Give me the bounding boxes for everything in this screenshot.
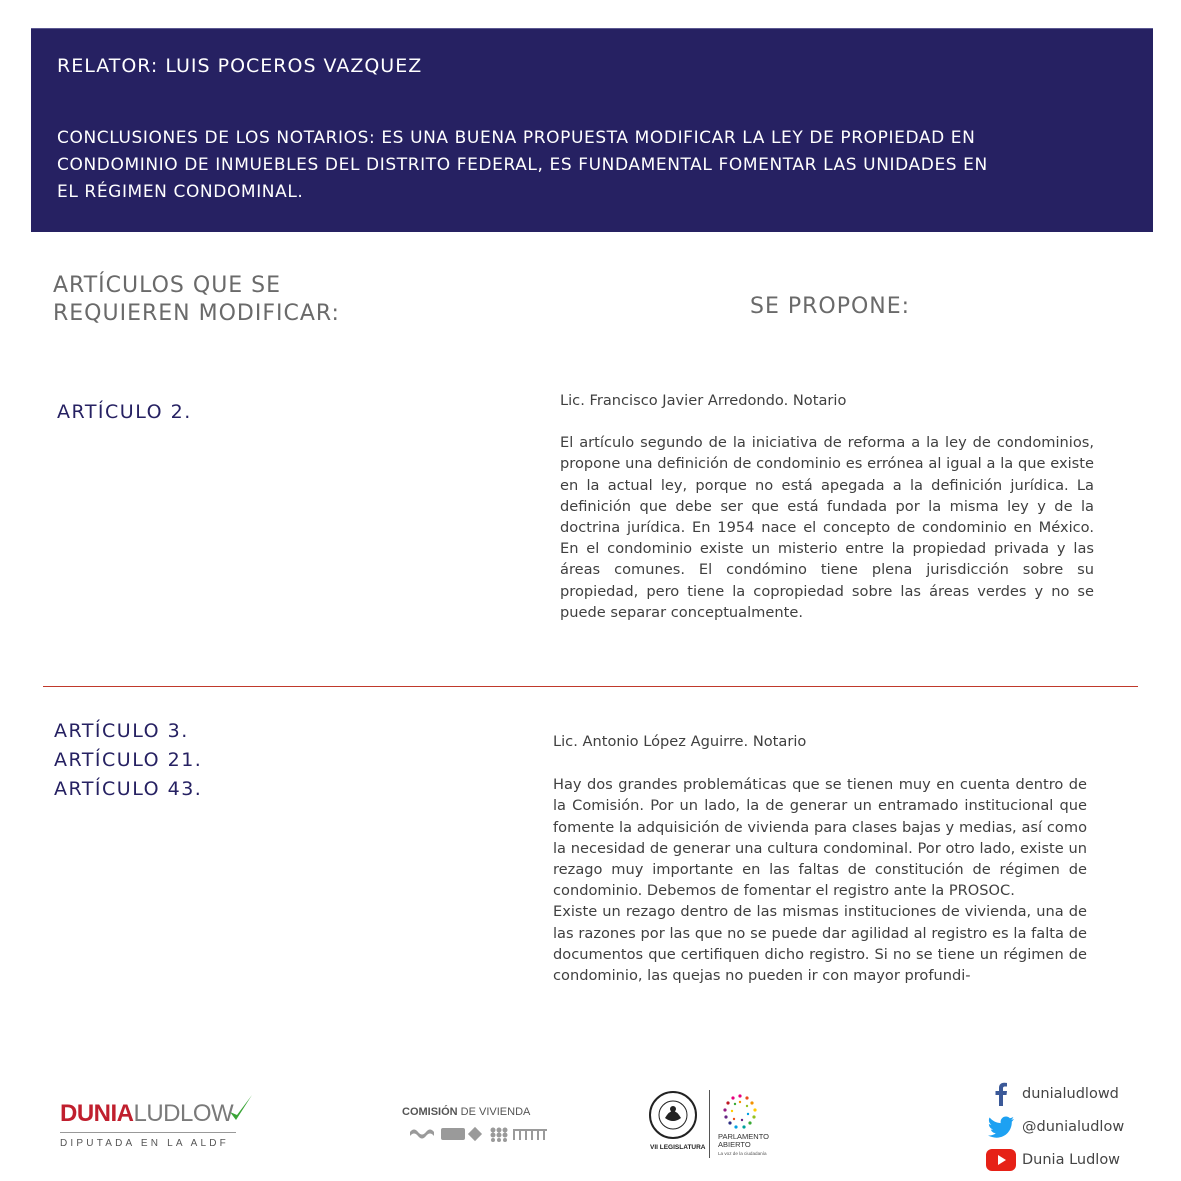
proposal-paragraph: Existe un rezago dentro de las mismas instituciones de vivienda, una de las razones por las que no se puede dar agilidad al registro es la falta de documentos que certifiquen dicho registro. Si no se tiene un régimen de condominio, las quejas no pueden ir con mayor profundi- bbox=[553, 903, 1087, 985]
logo-separator bbox=[709, 1090, 710, 1158]
logo-underline bbox=[60, 1132, 236, 1133]
proposal-paragraph: El artículo segundo de la iniciativa de reforma a la ley de condominios, propone una definición de condominio es errónea al igual a la que existe en la actual ley, porque no está apegada a la definición jurídica. La definición que debe ser que está fundada por la misma ley y de la doctrina jurídica. En 1954 nace el concepto de condominio en México. En el condominio existe un misterio entre la propiedad privada y las áreas comunes. El condómino tiene plena jurisdicción sobre su propiedad, pero tiene la copropiedad sobre las áreas verdes y no se puede separar conceptualmente. bbox=[560, 434, 1094, 621]
twitter-handle: @dunialudlow bbox=[1022, 1118, 1125, 1135]
propone-column-title: SE PROPONE: bbox=[750, 294, 911, 319]
articulos-column-title: ARTÍCULOS QUE SE REQUIEREN MODIFICAR: bbox=[53, 273, 340, 326]
dunia-ludlow-wordmark: DUNIALUDLOW bbox=[60, 1100, 234, 1127]
comision-vivienda-text: COMISIÓN DE VIVIENDA bbox=[402, 1106, 531, 1118]
relator-title: RELATOR: LUIS POCEROS VAZQUEZ bbox=[57, 55, 423, 77]
checkmark-icon bbox=[228, 1094, 254, 1124]
section-divider bbox=[43, 686, 1138, 687]
proposal-paragraph: Hay dos grandes problemáticas que se tienen muy en cuenta dentro de la Comisión. Por un lado, la de generar un entramado institucional que fomente la adquisición de vivienda para clases bajas y medias, así como la necesidad de generar una cultura condominal. Por otro lado, existe un rezago muy importante en las faltas de constitución de régimen de condominio. Debemos de fomentar el registro ante la PROSOC. bbox=[553, 776, 1087, 900]
facebook-handle: dunialudlowd bbox=[1022, 1085, 1119, 1102]
twitter-icon bbox=[986, 1114, 1016, 1140]
conclusiones-text: CONCLUSIONES DE LOS NOTARIOS: ES UNA BUENA PROPUESTA MODIFICAR LA LEY DE PROPIEDAD EN CONDOMINIO DE INMUEBLES DEL DISTRITO FEDERAL, ES FUNDAMENTAL FOMENTAR LAS UNIDADES EN EL RÉGIMEN CONDOMINAL. bbox=[57, 128, 988, 202]
article-label: ARTÍCULO 3. bbox=[54, 720, 189, 742]
notario-author: Lic. Antonio López Aguirre. Notario bbox=[553, 733, 807, 750]
social-twitter[interactable] bbox=[986, 1110, 1176, 1143]
parlamento-abierto-name: PARLAMENTO ABIERTO bbox=[718, 1132, 769, 1149]
header-banner bbox=[31, 28, 1153, 232]
article-label: ARTÍCULO 43. bbox=[54, 778, 203, 800]
article-label: ARTÍCULO 21. bbox=[54, 749, 203, 771]
comision-vivienda-logo bbox=[402, 1106, 552, 1146]
social-facebook[interactable] bbox=[986, 1077, 1176, 1110]
youtube-handle: Dunia Ludlow bbox=[1022, 1151, 1121, 1168]
articles-group-2 bbox=[54, 717, 202, 804]
youtube-icon bbox=[986, 1147, 1016, 1173]
parlamento-abierto-burst-icon bbox=[720, 1092, 760, 1132]
social-links bbox=[986, 1077, 1176, 1176]
parlamento-tagline: La voz de la ciudadanía bbox=[718, 1151, 767, 1156]
facebook-icon bbox=[986, 1081, 1016, 1107]
dunia-ludlow-logo bbox=[60, 1096, 260, 1156]
social-youtube[interactable] bbox=[986, 1143, 1176, 1176]
notario-author: Lic. Francisco Javier Arredondo. Notario bbox=[560, 392, 847, 409]
proposal-block-2 bbox=[553, 731, 1087, 986]
aldf-logo bbox=[648, 1090, 788, 1160]
dunia-subtitle: DIPUTADA EN LA ALDF bbox=[60, 1138, 229, 1149]
articles-group-1 bbox=[57, 401, 192, 423]
vivienda-icons bbox=[410, 1126, 550, 1142]
proposal-block-1 bbox=[560, 390, 1094, 623]
article-label: ARTÍCULO 2. bbox=[57, 401, 192, 423]
legislatura-label: VII LEGISLATURA bbox=[650, 1144, 706, 1151]
aldf-seal-icon bbox=[648, 1090, 698, 1140]
